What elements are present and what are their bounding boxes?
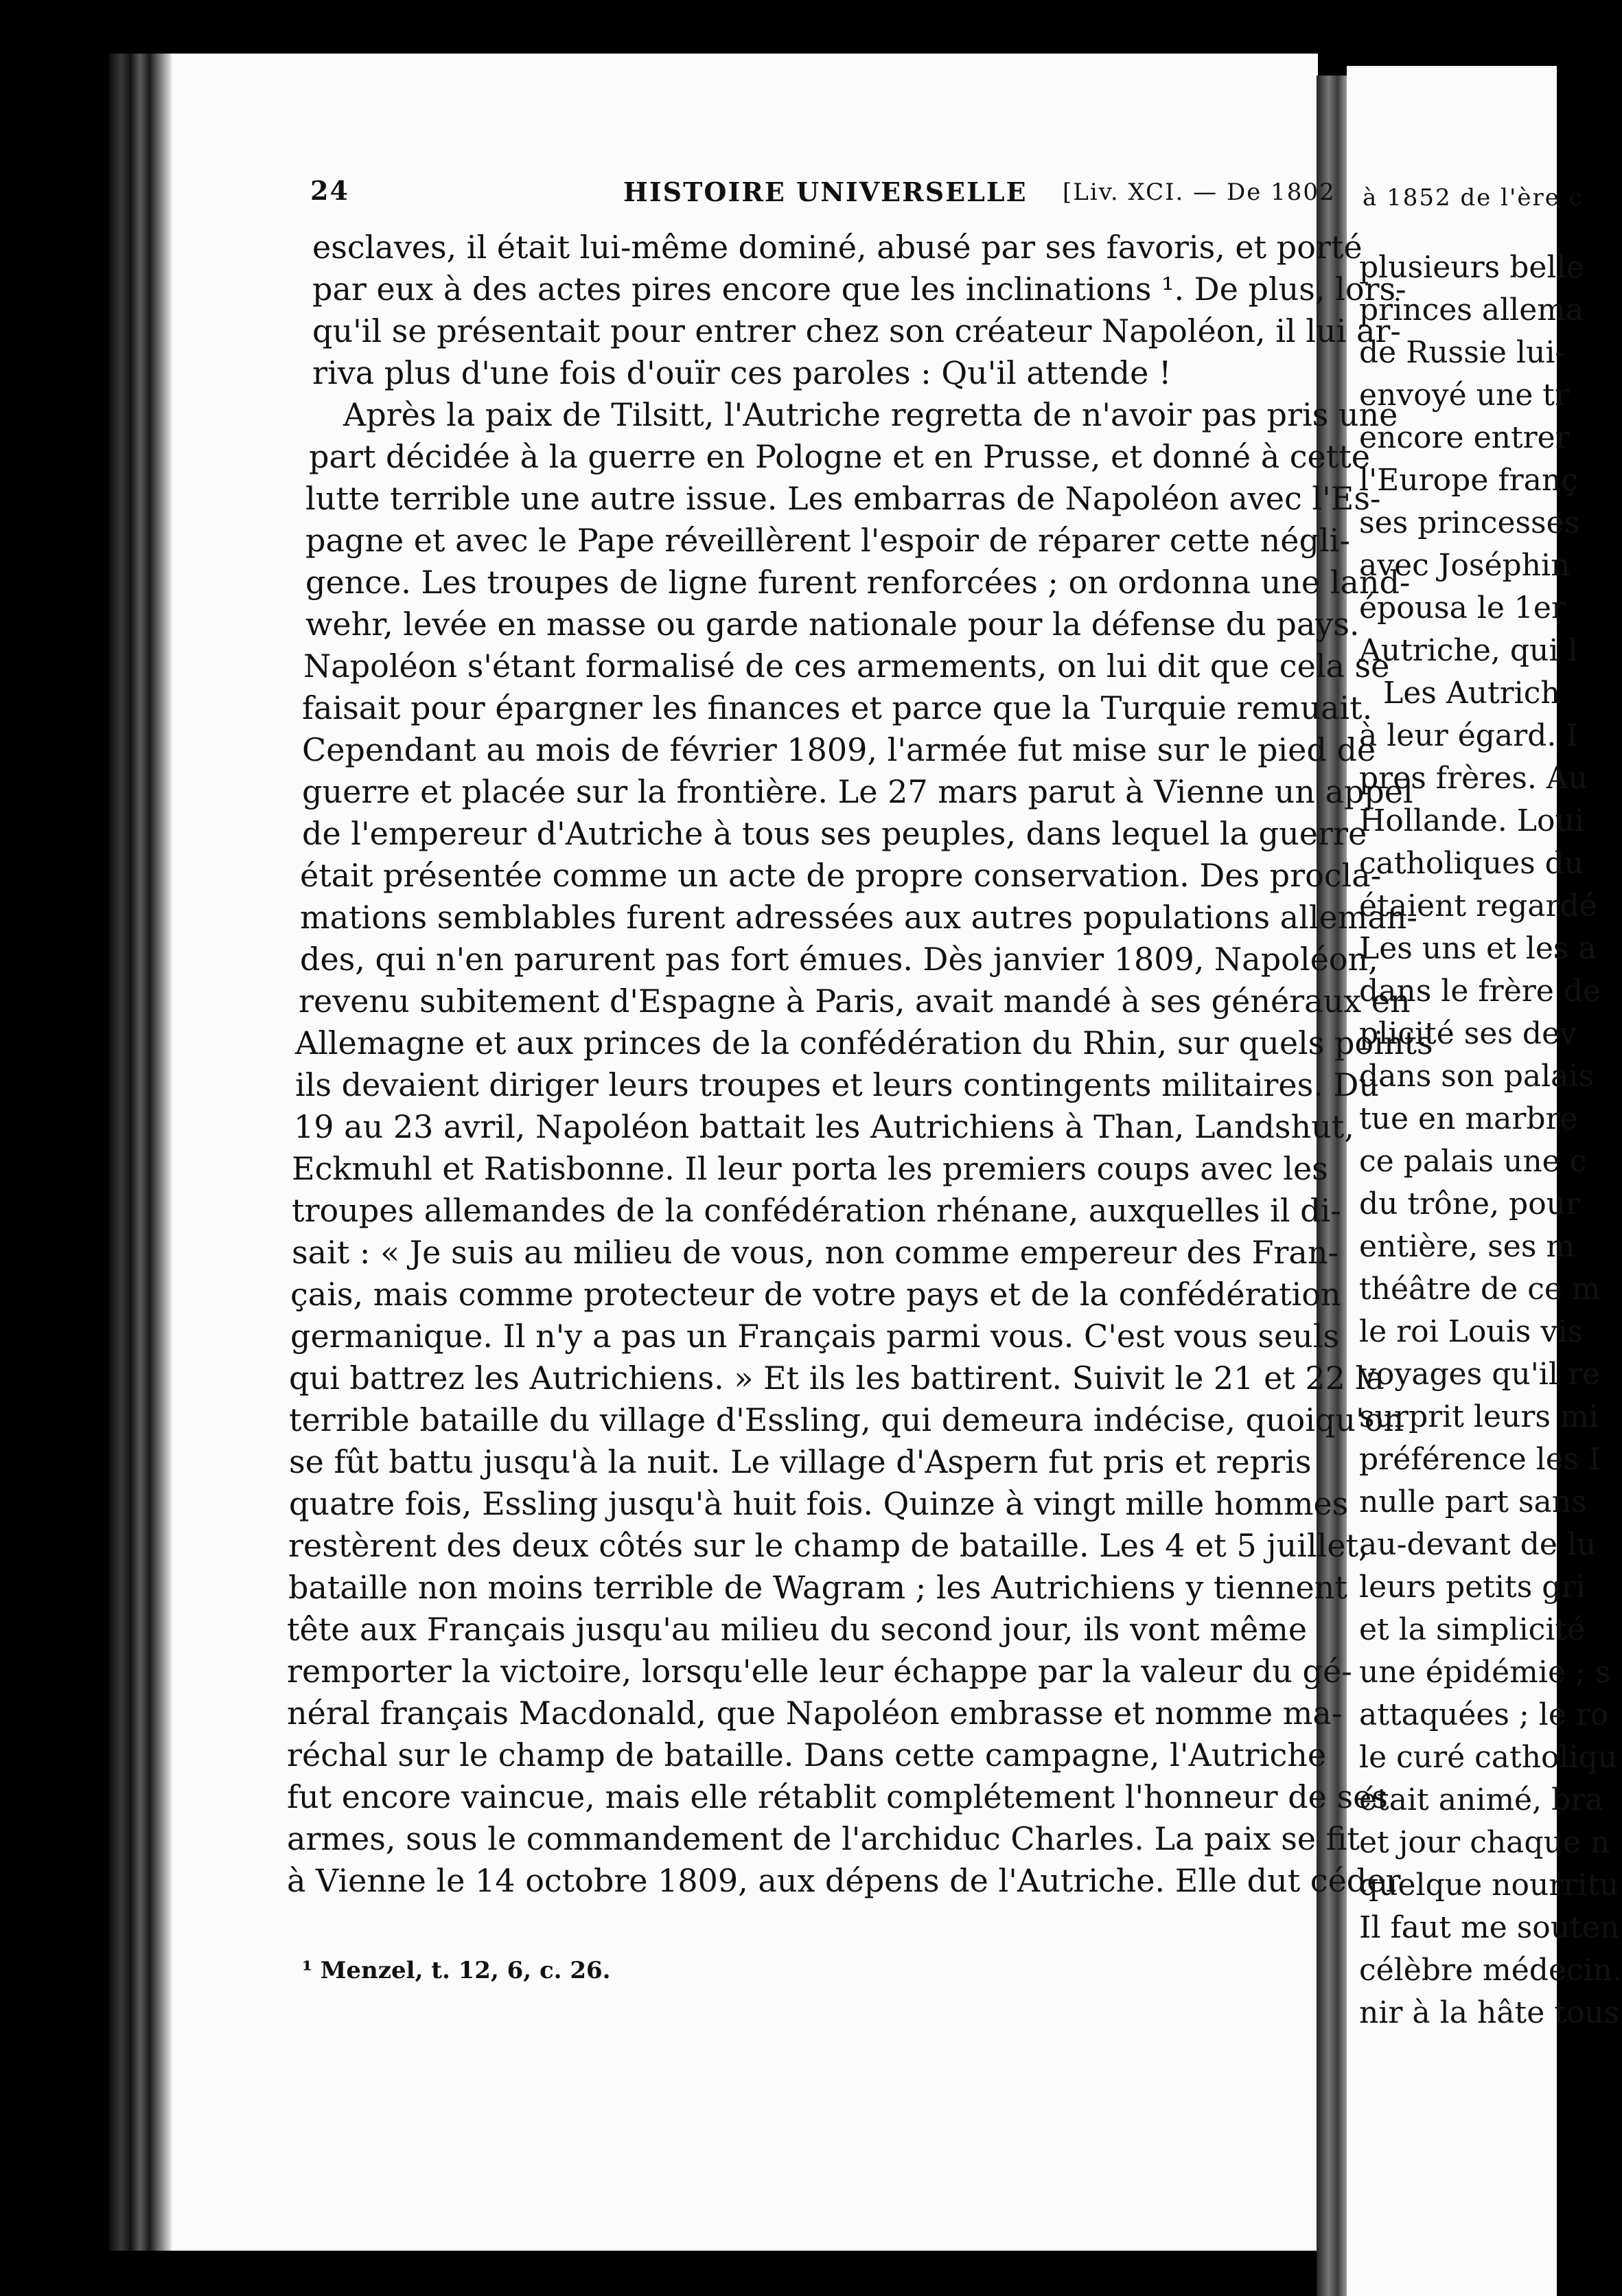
right-page-line: le roi Louis vis [1359, 1314, 1583, 1349]
right-page-line: avec Joséphin [1359, 548, 1571, 583]
body-line: Après la paix de Tilsitt, l'Autriche regretta de n'avoir pas pris une [343, 396, 1398, 433]
right-page-line: princes allema [1359, 292, 1584, 328]
body-line: de l'empereur d'Autriche à tous ses peuples, dans lequel la guerre [302, 815, 1367, 852]
right-page-line: Autriche, qui l [1359, 633, 1578, 668]
body-line: Cependant au mois de février 1809, l'armée fut mise sur le pied de [302, 731, 1376, 768]
right-page-line: plusieurs belle [1359, 250, 1584, 285]
body-line: néral français Macdonald, que Napoléon embrasse et nomme ma- [287, 1695, 1343, 1732]
body-line: qui battrez les Autrichiens. » Et ils les battirent. Suivit le 21 et 22 la [289, 1359, 1385, 1397]
body-line: terrible bataille du village d'Essling, qui demeura indécise, quoiqu'on [289, 1401, 1404, 1438]
body-line: Allemagne et aux princes de la confédération du Rhin, sur quels points [295, 1024, 1433, 1061]
body-line: restèrent des deux côtés sur le champ de bataille. Les 4 et 5 juillet, [288, 1527, 1369, 1564]
body-line: faisait pour épargner les finances et parce que la Turquie remuait. [302, 689, 1373, 726]
right-page-line: Hollande. Loui [1359, 803, 1584, 838]
body-line: tête aux Français jusqu'au milieu du second jour, ils vont même [287, 1611, 1308, 1648]
body-line: fut encore vaincue, mais elle rétablit complétement l'honneur de ses [287, 1778, 1388, 1815]
section-reference: [Liv. XCI. — De 1802 [1063, 179, 1336, 206]
right-page-line: leurs petits gri [1359, 1570, 1586, 1605]
body-line: troupes allemandes de la confédération rhénane, auxquelles il di- [292, 1192, 1341, 1229]
right-page-line: de Russie lui- [1359, 335, 1566, 370]
body-line: pagne et avec le Pape réveillèrent l'espoir de réparer cette négli- [305, 522, 1350, 559]
right-page-line: une épidémie ; s [1359, 1655, 1611, 1690]
right-page-line: envoyé une tr [1359, 378, 1570, 413]
right-page-line: Il faut me souten [1359, 1910, 1620, 1945]
body-line: mations semblables furent adressées aux autres populations alleman- [300, 899, 1417, 936]
right-page-line: ce palais une c [1359, 1144, 1587, 1179]
right-page-line: dans son palais [1359, 1059, 1595, 1094]
page-edge-shadow [108, 54, 172, 2251]
body-line: germanique. Il n'y a pas un Français parmi vous. C'est vous seuls [290, 1318, 1340, 1355]
body-line: était présentée comme un acte de propre conservation. Des procla- [300, 857, 1382, 894]
body-line: par eux à des actes pires encore que les inclinations ¹. De plus, lors- [312, 271, 1406, 308]
body-line: des, qui n'en parurent pas fort émues. Dès janvier 1809, Napoléon, [300, 941, 1378, 978]
right-page-line: ses princesses [1359, 505, 1580, 540]
right-page-line: quelque nourritu [1359, 1868, 1619, 1903]
right-page-line: dans le frère de [1359, 974, 1601, 1009]
right-page-line: théâtre de ce m [1359, 1272, 1601, 1307]
body-line: Napoléon s'étant formalisé de ces armements, on lui dit que cela se [303, 647, 1390, 685]
body-line: quatre fois, Essling jusqu'à huit fois. Quinze à vingt mille hommes [289, 1485, 1349, 1522]
body-line: remporter la victoire, lorsqu'elle leur échappe par la valeur du gé- [287, 1653, 1352, 1690]
body-line: Eckmuhl et Ratisbonne. Il leur porta les premiers coups avec les [292, 1150, 1328, 1187]
footnote: ¹ Menzel, t. 12, 6, c. 26. [302, 1957, 611, 1984]
right-page-line: attaquées ; le ro [1359, 1697, 1609, 1732]
right-page-line: entière, ses m [1359, 1229, 1575, 1264]
body-line: se fût battu jusqu'à la nuit. Le village d'Aspern fut pris et repris [289, 1443, 1312, 1480]
body-line: wehr, levée en masse ou garde nationale pour la défense du pays. [305, 606, 1360, 643]
body-line: esclaves, il était lui-même dominé, abusé par ses favoris, et porté [312, 229, 1363, 266]
body-line: réchal sur le champ de bataille. Dans cette campagne, l'Autriche [287, 1736, 1327, 1773]
body-line: riva plus d'une fois d'ouïr ces paroles : Qu'il attende ! [312, 354, 1172, 391]
right-page-line: nir à la hâte tous [1359, 1995, 1620, 2030]
right-page-line: et jour chaque n [1359, 1825, 1610, 1860]
right-page-line: célèbre médecin. [1359, 1953, 1622, 1988]
body-line: qu'il se présentait pour entrer chez son créateur Napoléon, il lui ar- [312, 312, 1401, 349]
right-page-line: préférence les I [1359, 1442, 1601, 1477]
right-page-line: tue en marbre [1359, 1101, 1578, 1136]
body-line: part décidée à la guerre en Pologne et en Prusse, et donné à cette [309, 438, 1370, 475]
body-line: ils devaient diriger leurs troupes et leurs contingents militaires. Du [295, 1066, 1379, 1103]
right-page-line: surprit leurs mi [1359, 1399, 1599, 1434]
right-page-line: au-devant de lu [1359, 1527, 1597, 1562]
right-page-header: à 1852 de l'ère c [1363, 184, 1584, 211]
running-title: HISTOIRE UNIVERSELLE [623, 176, 1028, 207]
right-page-line: le curé catholiqu [1359, 1740, 1618, 1775]
right-page-line: encore entrer [1359, 420, 1570, 455]
right-page-line: plicité ses dev [1359, 1016, 1577, 1051]
right-page-line: nulle part sans [1359, 1484, 1587, 1519]
body-line: bataille non moins terrible de Wagram ; les Autrichiens y tiennent [288, 1569, 1347, 1606]
right-page-line: Les Autrich [1383, 676, 1560, 711]
right-page-line: et la simplicité [1359, 1612, 1586, 1647]
body-line: 19 au 23 avril, Napoléon battait les Autrichiens à Than, Landshut, [294, 1108, 1354, 1145]
body-line: guerre et placée sur la frontière. Le 27 mars parut à Vienne un appel [302, 773, 1413, 810]
right-page-line: étaient regardé [1359, 888, 1597, 923]
right-page-line: voyages qu'il re [1359, 1357, 1601, 1392]
right-page-line: l'Europe franç [1359, 463, 1578, 498]
body-line: gence. Les troupes de ligne furent renforcées ; on ordonna une land- [305, 564, 1411, 601]
right-page-line: catholiques du [1359, 846, 1584, 881]
right-page-line: était animé, bra [1359, 1782, 1603, 1817]
right-page-line: à leur égard. I [1359, 718, 1578, 753]
page-number: 24 [310, 175, 349, 206]
body-line: à Vienne le 14 octobre 1809, aux dépens de l'Autriche. Elle dut céder [287, 1862, 1401, 1899]
body-line: lutte terrible une autre issue. Les embarras de Napoléon avec l'Es- [305, 480, 1381, 517]
right-page-line: pres frères. Au [1359, 761, 1588, 796]
body-line: armes, sous le commandement de l'archiduc Charles. La paix se fit [287, 1820, 1360, 1857]
body-line: çais, mais comme protecteur de votre pays et de la confédération [290, 1276, 1341, 1313]
body-line: revenu subitement d'Espagne à Paris, avait mandé à ses généraux en [299, 983, 1411, 1020]
right-page-line: du trône, pour [1359, 1186, 1581, 1221]
body-line: sait : « Je suis au milieu de vous, non comme empereur des Fran- [292, 1234, 1339, 1271]
right-page-line: Les uns et les a [1359, 931, 1597, 966]
right-page-line: épousa le 1er [1359, 590, 1566, 625]
